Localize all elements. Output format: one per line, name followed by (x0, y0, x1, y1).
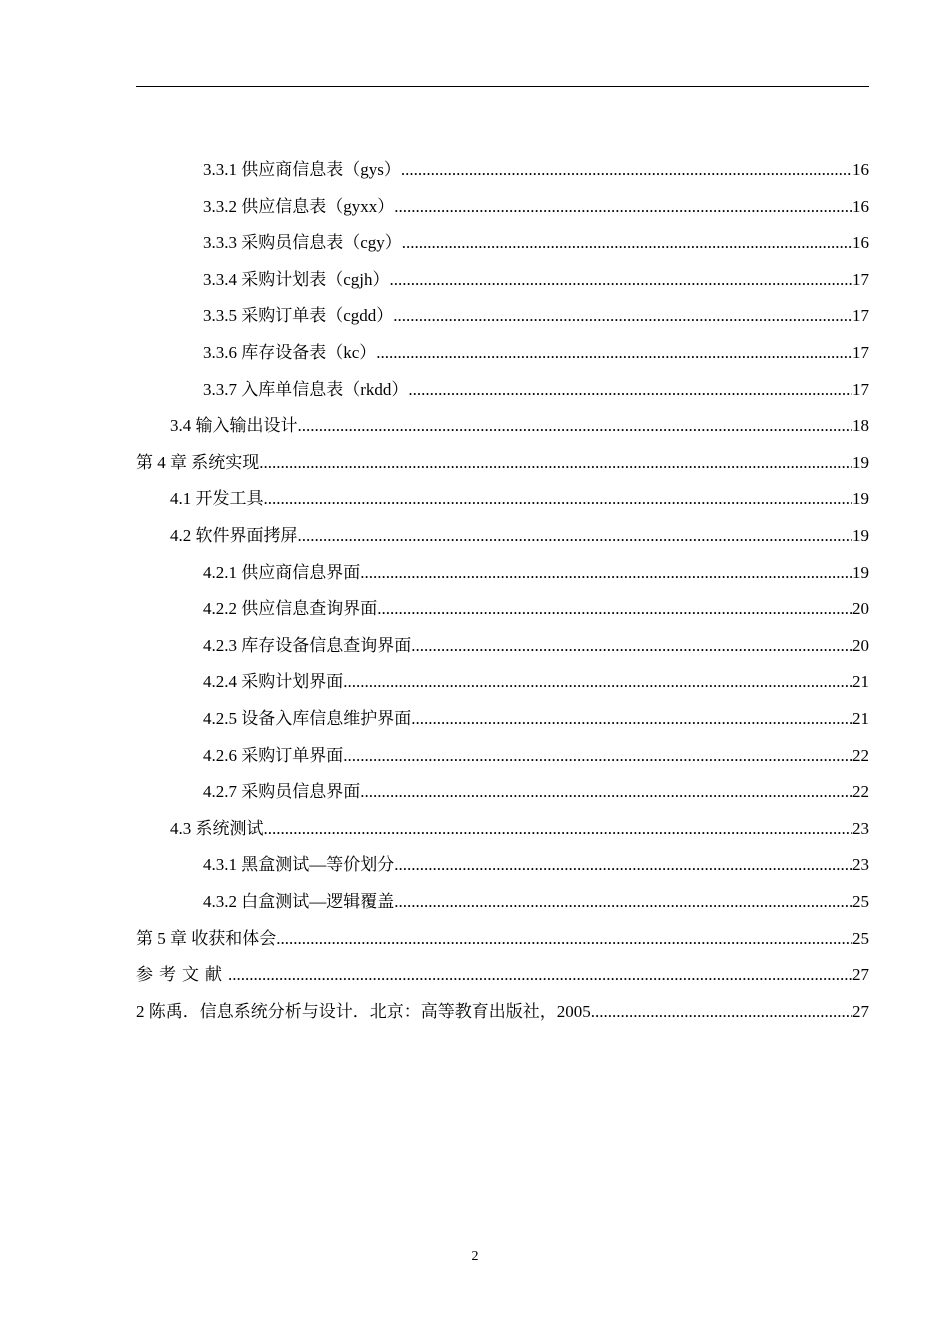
toc-dot-leader (343, 669, 852, 695)
toc-dot-leader (408, 377, 852, 403)
toc-entry-page: 19 (852, 526, 869, 545)
toc-entry[interactable] (170, 523, 869, 549)
toc-entry-label: 4.2.3 库存设备信息查询界面 (203, 635, 412, 655)
toc-entry-label: 3.3.5 采购订单表（cgdd） (203, 306, 394, 326)
toc-entry-label: 4.2.2 供应信息查询界面 (203, 599, 378, 619)
toc-entry-label: 4.2 软件界面拷屏 (170, 526, 298, 545)
toc-entry-label: 4.3 系统测试 (170, 818, 264, 838)
toc-entry-page: 21 (852, 709, 869, 728)
toc-entry[interactable] (136, 926, 869, 952)
toc-entry-page: 22 (852, 782, 869, 802)
toc-entry[interactable] (203, 633, 869, 659)
toc-entry-page: 17 (852, 306, 869, 326)
toc-dot-leader (390, 267, 852, 293)
toc-dot-leader (402, 230, 852, 256)
toc-entry[interactable] (203, 157, 869, 183)
toc-entry[interactable] (203, 230, 869, 256)
toc-dot-leader (411, 633, 852, 659)
toc-entry[interactable] (203, 779, 869, 805)
toc-dot-leader (401, 157, 852, 183)
toc-entry-label: 4.2.6 采购订单界面 (203, 745, 344, 765)
toc-entry-label: 3.3.3 采购员信息表（cgy） (203, 233, 402, 253)
toc-entry[interactable] (203, 303, 869, 329)
toc-entry-page: 17 (852, 269, 869, 289)
toc-dot-leader (298, 523, 853, 549)
toc-entry-page: 23 (852, 818, 869, 838)
toc-entry-page: 19 (852, 562, 869, 582)
toc-entry[interactable] (203, 194, 869, 220)
toc-entry[interactable] (203, 340, 869, 366)
toc-entry[interactable] (203, 743, 869, 769)
toc-entry-label: 3.3.6 库存设备表（kc） (203, 343, 377, 362)
toc-entry-label: 4.2.5 设备入库信息维护界面 (203, 709, 412, 728)
toc-entry-label: 4.2.1 供应商信息界面 (203, 562, 361, 582)
toc-dot-leader (228, 962, 852, 988)
toc-entry-page: 16 (852, 160, 869, 179)
toc-entry-label: 3.3.7 入库单信息表（rkdd） (203, 379, 409, 399)
toc-dot-leader (360, 560, 852, 586)
toc-entry-label: 4.3.2 白盒测试—逻辑覆盖 (203, 892, 395, 911)
toc-dot-leader (411, 706, 852, 732)
toc-entry-page: 18 (852, 416, 869, 436)
toc-dot-leader (276, 926, 852, 952)
toc-entry-label: 4.1 开发工具 (170, 489, 264, 509)
toc-dot-leader (394, 194, 852, 220)
toc-dot-leader (393, 303, 852, 329)
toc-entry[interactable] (170, 413, 869, 439)
toc-entry-page: 16 (852, 196, 869, 216)
toc-entry[interactable] (203, 669, 869, 695)
toc-entry-page: 20 (852, 635, 869, 655)
toc-entry-page: 22 (852, 745, 869, 765)
toc-entry-label: 4.2.4 采购计划界面 (203, 672, 344, 692)
toc-entry-page: 23 (852, 855, 869, 875)
toc-entry-page: 27 (852, 965, 869, 985)
toc-entry-label: 第 5 章 收获和体会 (136, 928, 277, 948)
toc-entry-label: 2 陈禹．信息系统分析与设计．北京：高等教育出版社，2005 (136, 1001, 591, 1021)
toc-dot-leader (343, 743, 852, 769)
toc-entry[interactable] (170, 486, 869, 512)
toc-entry[interactable] (136, 999, 869, 1025)
header-rule (136, 86, 869, 87)
toc-entry-page: 17 (852, 379, 869, 399)
toc-entry[interactable] (203, 852, 869, 878)
toc-dot-leader (264, 486, 853, 512)
toc-entry-page: 25 (852, 892, 869, 911)
toc-entry[interactable] (203, 889, 869, 915)
toc-dot-leader (377, 596, 852, 622)
toc-entry-label: 3.4 输入输出设计 (170, 416, 298, 436)
toc-dot-leader (259, 450, 852, 476)
toc-entry[interactable] (203, 267, 869, 293)
toc-entry-label: 3.3.2 供应信息表（gyxx） (203, 196, 395, 216)
toc-entry-label: 4.2.7 采购员信息界面 (203, 782, 361, 802)
toc-entry-page: 21 (852, 672, 869, 692)
toc-dot-leader (394, 889, 852, 915)
toc-entry-page: 19 (852, 452, 869, 472)
toc-dot-leader (298, 413, 853, 439)
toc-entry[interactable] (203, 706, 869, 732)
toc-dot-leader (591, 999, 852, 1025)
toc-entry[interactable] (203, 377, 869, 403)
toc-entry[interactable] (203, 560, 869, 586)
toc-dot-leader (360, 779, 852, 805)
toc-dot-leader (394, 852, 852, 878)
toc-entry-page: 27 (852, 1001, 869, 1021)
page-number: 2 (471, 1249, 479, 1264)
toc-entry[interactable] (136, 450, 869, 476)
toc-entry-page: 17 (852, 343, 869, 362)
toc-entry-page: 16 (852, 233, 869, 253)
toc-entry-page: 19 (852, 489, 869, 509)
toc-entry[interactable] (170, 816, 869, 842)
toc-entry-label: 4.3.1 黑盒测试—等价划分 (203, 855, 395, 875)
toc-entry-page: 25 (852, 928, 869, 948)
toc-entry-page: 20 (852, 599, 869, 619)
toc-entry-label: 3.3.1 供应商信息表（gys） (203, 160, 401, 179)
toc-dot-leader (264, 816, 853, 842)
toc-dot-leader (376, 340, 852, 366)
toc-entry-label: 第 4 章 系统实现 (136, 452, 260, 472)
toc-entry-label: 3.3.4 采购计划表（cgjh） (203, 269, 390, 289)
toc-entry[interactable] (136, 962, 869, 988)
toc-entry-label: 参考文献 (136, 965, 228, 985)
toc-entry[interactable] (203, 596, 869, 622)
